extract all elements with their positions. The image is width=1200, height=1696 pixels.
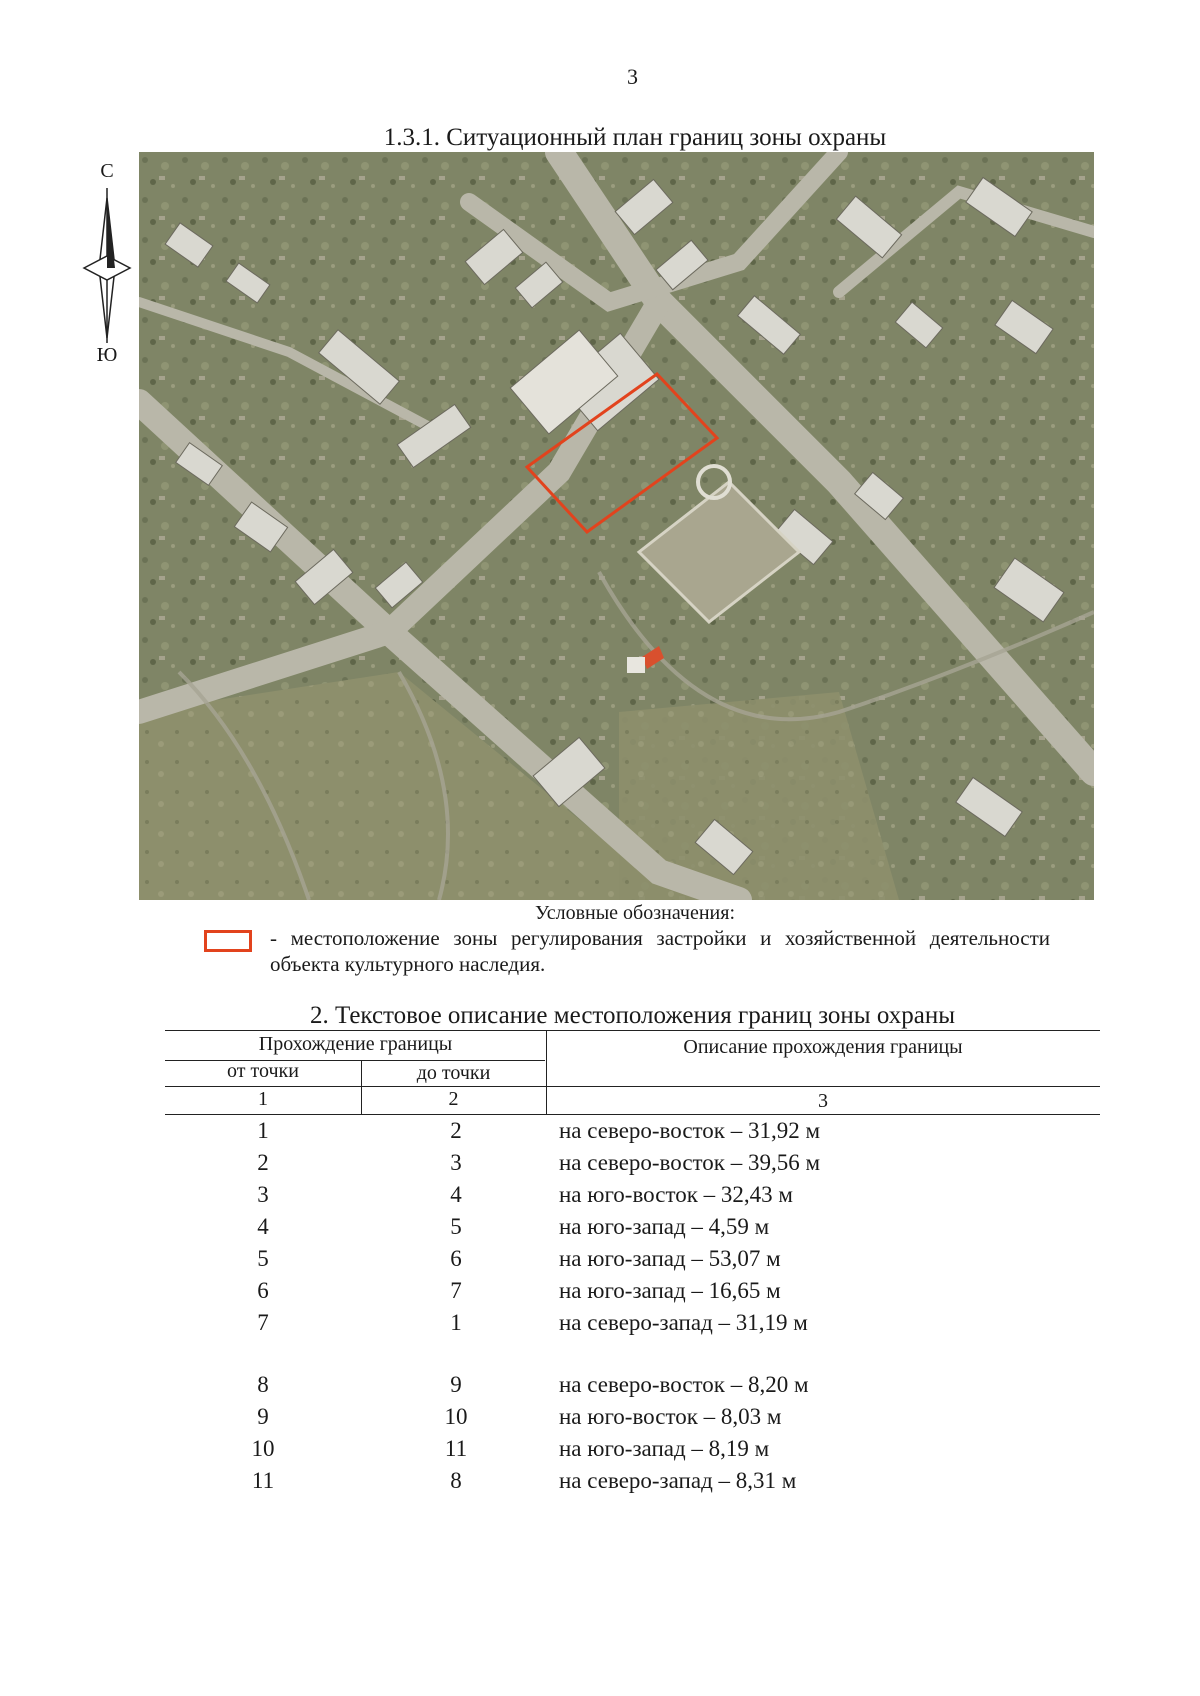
table-top-line <box>165 1030 1100 1031</box>
table-row <box>165 1214 1100 1245</box>
table-row <box>165 1310 1100 1341</box>
section-title-situational-plan: 1.3.1. Ситуационный план границ зоны охраны <box>383 124 887 151</box>
row-description: на юго-запад – 16,65 м <box>559 1278 781 1303</box>
row-to: 3 <box>450 1150 462 1175</box>
row-from: 6 <box>257 1278 269 1303</box>
row-description: на юго-запад – 53,07 м <box>559 1246 781 1271</box>
table-header-num-3: 3 <box>818 1090 828 1112</box>
row-to: 8 <box>450 1468 462 1493</box>
row-description: на юго-запад – 4,59 м <box>559 1214 770 1239</box>
row-from: 11 <box>251 1468 275 1493</box>
row-from: 8 <box>257 1372 269 1397</box>
row-from: 9 <box>257 1404 269 1429</box>
legend-title: Условные обозначения: <box>534 902 736 924</box>
table-row <box>165 1150 1100 1181</box>
table-row <box>165 1436 1100 1467</box>
row-to: 1 <box>450 1310 462 1335</box>
table-row <box>165 1182 1100 1213</box>
row-description: на юго-восток – 32,43 м <box>559 1182 793 1207</box>
table-header-num-1: 1 <box>258 1088 268 1110</box>
compass-rose <box>82 160 132 370</box>
row-to: 4 <box>450 1182 462 1207</box>
row-from: 7 <box>257 1310 269 1335</box>
table-row <box>165 1246 1100 1277</box>
row-description: на северо-восток – 31,92 м <box>559 1118 821 1143</box>
table-row <box>165 1404 1100 1435</box>
row-to: 6 <box>450 1246 462 1271</box>
table-row <box>165 1372 1100 1403</box>
compass-north-label: С <box>100 160 114 182</box>
row-from: 10 <box>251 1436 275 1461</box>
table-header-num-2: 2 <box>448 1088 459 1110</box>
row-description: на северо-запад – 8,31 м <box>559 1468 797 1493</box>
row-from: 3 <box>257 1182 269 1207</box>
legend-item-text: - местоположение зоны регулирования застройки и хозяйственной деятельности объекта культурного наследия. <box>270 926 1050 976</box>
row-description: на северо-запад – 31,19 м <box>559 1310 808 1335</box>
row-to: 2 <box>450 1118 462 1143</box>
row-to: 5 <box>450 1214 462 1239</box>
row-to: 11 <box>444 1436 468 1461</box>
row-description: на юго-восток – 8,03 м <box>559 1404 782 1429</box>
table-row <box>165 1468 1100 1499</box>
page-number: 3 <box>627 64 638 89</box>
row-description: на северо-восток – 39,56 м <box>559 1150 821 1175</box>
table-header-description: Описание прохождения границы <box>683 1036 963 1058</box>
table-number-line <box>165 1114 1100 1115</box>
table-header-line <box>165 1086 1100 1087</box>
row-from: 2 <box>257 1150 269 1175</box>
satellite-map-image <box>139 152 1094 900</box>
row-from: 1 <box>257 1118 269 1143</box>
table-row <box>165 1118 1100 1149</box>
row-from: 5 <box>257 1246 269 1271</box>
row-to: 9 <box>450 1372 462 1397</box>
table-header-to: до точки <box>416 1062 491 1084</box>
row-description: на юго-запад – 8,19 м <box>559 1436 770 1461</box>
satellite-map <box>139 152 1094 900</box>
legend-swatch-zone <box>204 930 252 952</box>
section-title-text-description: 2. Текстовое описание местоположения границ зоны охраны <box>310 1002 955 1029</box>
table-header-from: от точки <box>227 1060 299 1082</box>
row-to: 7 <box>450 1278 462 1303</box>
compass-arrow-icon <box>82 188 132 348</box>
row-description: на северо-восток – 8,20 м <box>559 1372 809 1397</box>
table-header-passage: Прохождение границы <box>258 1033 453 1055</box>
row-to: 10 <box>444 1404 468 1429</box>
row-from: 4 <box>257 1214 269 1239</box>
compass-south-label: Ю <box>96 344 118 366</box>
table-row <box>165 1278 1100 1309</box>
